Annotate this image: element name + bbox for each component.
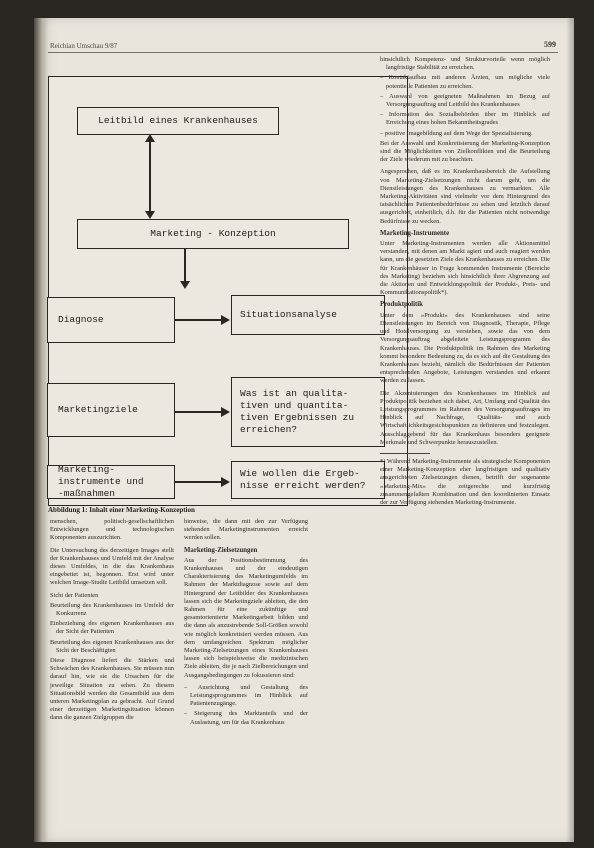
paragraph: Die Akzentuierungen des Krankenhauses im Hinblick auf Produktpolitik beziehen sich dabei, Art, Umfang und Qualität des Leistungsprogrammes im Rahmen des Versorgungsauftrages im Hinblick auf Nachfrage, Qualitäts- und auch Wirtschaftlichkeitsgesichtspunkten zu definieren und festzulegen. Ausschlaggebend für das Krankenhaus besonders geeignete Merkmale und Schwerpunkte herauszustellen. (380, 389, 550, 446)
page-edge-shadow (566, 18, 574, 842)
box-instrumente: Marketing- instrumente und -maßnahmen (47, 465, 175, 499)
column-left (50, 518, 174, 818)
scanned-page (34, 18, 574, 842)
figure-caption: Abbildung 1: Inhalt einer Marketing-Konzeption (48, 506, 195, 514)
box-leitbild: Leitbild eines Krankenhauses (77, 107, 279, 135)
arrow-leitbild-konzeption (149, 141, 151, 211)
paragraph: Unter dem »Produkt« des Krankenhauses sind seine Dienstleistungen im Bereich von Diagnostik, Therapie, Pflege und Hotelversorgung zu verstehen, sowie das von dem Versorgungsauftrag abgeleitete Leistungsprogramm des Krankenhauses. Die Produktpolitik im Rahmen des Marketing kommt besondere Bedeutung zu, da es sich auf die Gestaltung des Krankenhauses bezieht, nämlich die Bedürfnissen der Patienten entsprechenden Angebote, Leistungen verstanden und erkannt werden zu lassen. (380, 311, 550, 385)
paragraph: Die Untersuchung des derzeitigen Images stellt der Krankenhauses und Umfeld mit der Analyse dieses Umfeldes, in die das Krankenhaus eingebettet ist, begonnen. Erst wird unter welchen Image-Studie Leitbild umsetzen soll. (50, 546, 174, 587)
box-wie-erreicht: Wie wollen die Ergeb- nisse erreicht werden? (231, 461, 385, 499)
paragraph: Aus der Positionsbestimmung des Krankenhauses und der eindeutigen Charakterisierung des Marketingumfelds im Rahmen der Marktdiagnose sowie auf dem Hintergrund der Leitbilder des Krankenhauses lassen sich die Marketingziele ableiten, die den Rahmen für eine zukünftige und gesamtorientierte Marketingarbeit bilden und die dann als anzustrebende Soll-Größen sowohl wie möglich konkretisiert werden müssen. Aus dem umfangreichen Spektrum möglicher Marketing-Zielsetzungen eines Krankenhauses lassen sich beispielsweise die medizinischen Ziele ableiten, die je nach Zielbereichungen und Ausgangsbedingungen zu fokussieren sind: (184, 556, 308, 679)
arrowhead-up (145, 134, 155, 142)
paragraph: Bei der Auswahl und Konkretisierung der Marketing-Konzeption sind die Möglichkeiten von Zielkonflikten und die Beurteilung der Ziele wiederum mit zu beachten. (380, 139, 550, 164)
list-item: – Steigerung des Marktanteils und der Auslastung, um für das Krankenhaus (184, 710, 308, 726)
list-item: – positive Imagebildung auf dem Wege der Spezialisierung. (380, 129, 533, 137)
list-item: Beurteilung des eigenen Krankenhauses aus der Sicht der Beschäftigten (50, 638, 174, 654)
arrow-konzeption-diagnose (184, 249, 186, 283)
list-item: – Information des Sozialbehörden über im Hinblick auf Erreichung eines hohen Bekanntheitsgrades (380, 111, 550, 127)
paragraph: Unter Marketing-Instrumenten werden alle Aktionsmittel verstanden, mit denen am Markt agiert und auch reagiert werden kann, um die gesetzten Ziele des Krankenhauses zu erreichen. Die für Krankenhäuser in Frage kommenden Instrumente (Bereiche des Marketing) beziehen sich hinsichtlich ihrer Abgrenzung auf die Aktionen und Entwicklungspolitik der Produkt-, Preis- und Kommunikationspolitik*). (380, 240, 550, 297)
book-gutter-shadow (34, 18, 48, 842)
list-item: Sicht der Patienten (50, 591, 99, 599)
page-number: 599 (544, 40, 556, 49)
arrowhead-down (145, 211, 155, 219)
list-item: hinsichtlich Kompetenz- und Strukturvorteile wenn möglich langfristige Stabilität zu erreichen. (380, 56, 550, 72)
arrowhead-right (221, 477, 230, 487)
column-right (380, 56, 550, 836)
arrow-instrumente-ergebnisse (175, 481, 223, 483)
list-item: – Auswahl von geeigneten Maßnahmen im Bezug auf Versorgungsauftrag und Leitbild des Krankenhauses (380, 92, 550, 109)
running-header: Reichian Umschau 9/87 (50, 42, 118, 50)
arrowhead-right (221, 315, 230, 325)
footnote: *) Während Marketing-Instrumente als strategische Komponenten einer Marketing-Konzeption eher langfristigen und qualitativ ausgerichteten Zielsetzungen dienen, betrifft der sogenannte »Marketing-Mix« die zeitgerechte und kurzfristig zusammengefaßten Kombination und den koordinierten Einsatz der zur Verfügung stehenden Marketing-Instrumente. (380, 457, 550, 506)
arrow-diagnose-situation (175, 319, 223, 321)
column-middle (184, 518, 308, 818)
box-diagnose: Diagnose (47, 297, 175, 343)
paragraph: hinweise, die dann mit den zur Verfügung stehenden Marketinginstrumenten erreicht werden sollen. (184, 518, 308, 542)
box-marketingziele: Marketingziele (47, 383, 175, 437)
arrowhead-right (221, 407, 230, 417)
list-item: – Kontaktaufbau mit anderen Ärzten, um mögliche viele potentielle Patienten zu erreichen. (380, 74, 550, 90)
box-ergebnisse-frage: Was ist an qualita- tiven und quantita- tiven Ergebnissen zu erreichen? (231, 377, 385, 447)
list-item: Einbeziehung des eigenen Krankenhauses aus der Sicht der Patienten (50, 620, 174, 636)
box-situationsanalyse: Situationsanalyse (231, 295, 385, 335)
footnote-rule (380, 453, 430, 454)
marketing-concept-figure (48, 76, 408, 506)
arrow-ziele-ergebnisse (175, 411, 223, 413)
list-item: Beurteilung des Krankenhauses im Umfeld der Konkurrenz (50, 601, 174, 618)
paragraph: Diese Diagnose liefert die Stärken und Schwächen des Krankenhauses. Sie müssen nun darauf hin, wie sie die Ursachen für die jeweilige Situation zu sehen. Zu diesem Situationsbild werden die Gesamtbild aus dem unteren Marketingplan zu gebracht. Auf Grund einer derzeitigen Marketingsituation können dann die ganzen Zielgruppen die (50, 657, 174, 722)
paragraph: Angesprochen, daß es im Krankenhausbereich die Aufstellung von Marketing-Zielsetzungen nicht darum geht, um die Dienstleistungen des Krankenhauses zu vermarkten. Alle Marketing-Aktivitäten sind vielmehr vor dem Hintergrund des tatsächlichen Patientenbedürfnisse zu sehen und letztlich darauf ausgerichtet, einheitlich, d.h. für die Patienten nicht notwendige Bedürfnisse zu wecken. (380, 168, 550, 225)
section-heading: Marketing-Zielsetzungen (184, 546, 258, 554)
header-rule (48, 52, 558, 53)
box-konzeption: Marketing - Konzeption (77, 219, 349, 249)
list-item: – Ausrichtung und Gestaltung des Leistungsprogrammes im Hinblick auf Patientenzugänge. (184, 683, 308, 708)
section-heading: Marketing-Instrumente (380, 229, 450, 237)
paragraph: menschen, politisch-gesellschaftlichen Entwicklungen und technologischen Komponenten auszurichten. (50, 518, 174, 542)
arrowhead-down (180, 281, 190, 289)
section-heading: Produktpolitik (380, 301, 423, 309)
